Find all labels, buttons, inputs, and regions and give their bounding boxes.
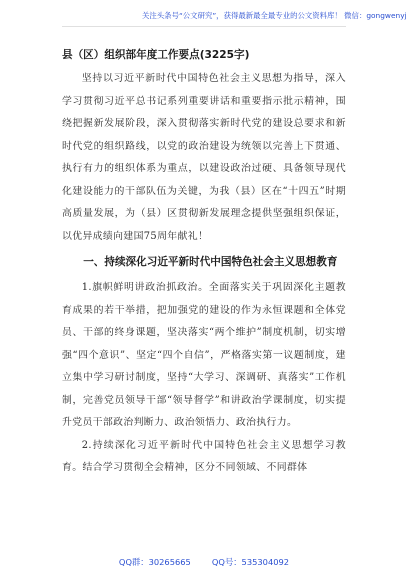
intro-paragraph: 坚持以习近平新时代中国特色社会主义思想为指导，深入学习贯彻习近平总书记系列重要讲话和重要指示批示精神，围绕把握新发展阶段，深入贯彻落实新时代党的建设总要求和新时代党的组织路线，以党的政治建设为统领以完善上下贯通、执行有力的组织体系为重点，以建设政治过硬、具备领导现代化建设能力的干部队伍为关键，为我（县）区在“十四五”时期高质量发展，为（县）区贯彻新发展理念提供坚强组织保证，以优异成绩向建国75周年献礼！ bbox=[62, 73, 346, 242]
list-item-2: 2.持续深化习近平新时代中国特色社会主义思想学习教育。结合学习贯彻全会精神，区分不同领域、不同群体 bbox=[62, 439, 346, 473]
document-title: 县（区）组织部年度工作要点(3225字) bbox=[62, 49, 250, 61]
section-heading-1: 一、持续深化习近平新时代中国特色社会主义思想教育 bbox=[83, 256, 338, 268]
document-page bbox=[62, 47, 346, 480]
footer-contact-note: QQ群：30265665 QQ号：535304092 bbox=[118, 557, 290, 567]
header-watermark-note: 关注头条号“公文研究”，获得最新最全最专业的公文资料库！ 微信：gongwenyj bbox=[142, 11, 407, 20]
list-item-1: 1.旗帜鲜明讲政治抓政治。全面落实关于巩固深化主题教育成果的若干举措，把加强党的建设的作为永恒课题和全体党员、干部的终身课题，坚决落实“两个维护”制度机制，切实增强“四个意识”、坚定“四个自信”，严格落实第一议题制度，建立集中学习研讨制度，坚持“大学习、深调研、真落实”工作机制，完善党员领导干部“领导督学”和讲政治学课制度，切实提升党员干部政治判断力、政治领悟力、政治执行力。 bbox=[62, 282, 346, 428]
header-divider bbox=[62, 26, 346, 27]
